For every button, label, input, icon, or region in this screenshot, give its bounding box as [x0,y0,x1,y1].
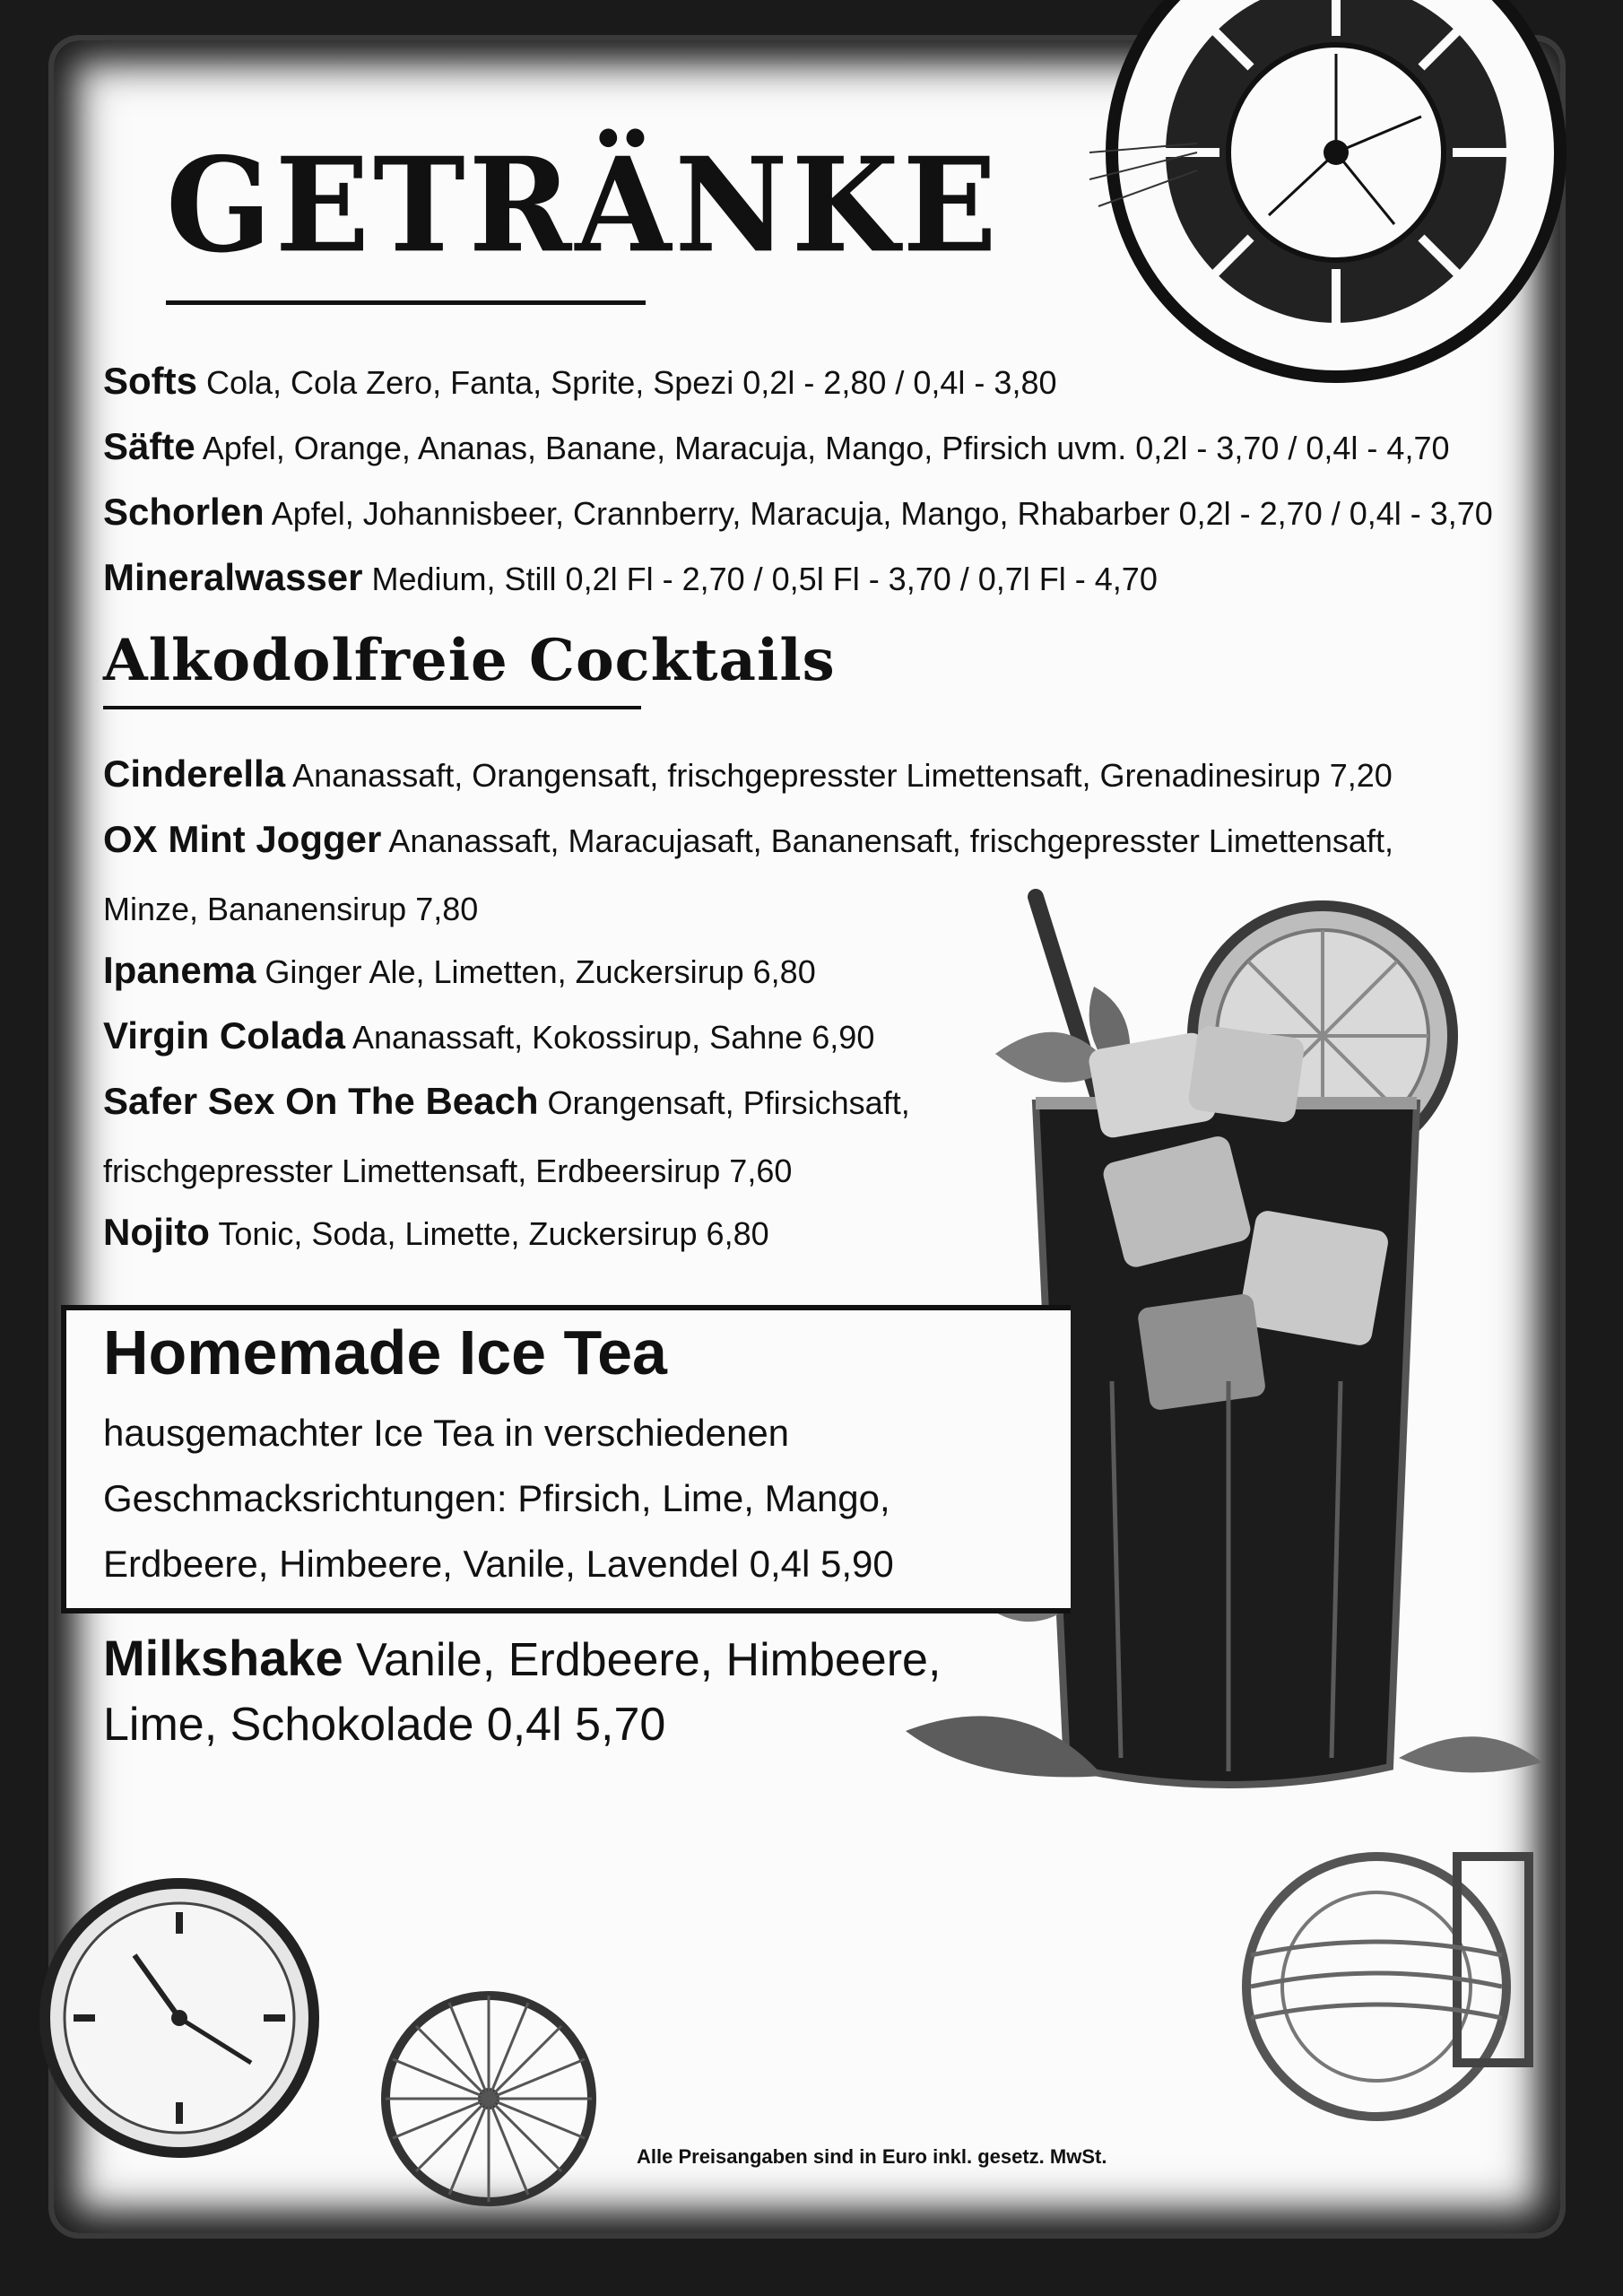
drink-item-schorlen [103,493,1493,531]
cocktail-name: Ipanema [103,949,256,991]
drink-name: Mineralwasser [103,556,363,598]
pocket-watch-illustration [36,1857,341,2179]
cocktail-details: Ananassaft, Kokossirup, Sahne 6,90 [344,1019,875,1056]
cocktail-name: OX Mint Jogger [103,818,382,860]
ice-tea-line: Erdbeere, Himbeere, Vanile, Lavendel 0,4l 5,90 [103,1543,894,1585]
drink-details: Cola, Cola Zero, Fanta, Sprite, Spezi 0,2l - 2,80 / 0,4l - 3,80 [197,364,1057,401]
drink-name: Säfte [103,425,195,467]
milkshake-details: Vanile, Erdbeere, Himbeere, [343,1634,942,1686]
cocktail-details: Ginger Ale, Limetten, Zuckersirup 6,80 [256,953,816,990]
cocktail-details: Ananassaft, Maracujasaft, Bananensaft, frischgepresster Limettensaft, [381,822,1393,859]
drink-item-saefte [103,425,1450,467]
drink-name: Softs [103,360,197,402]
cocktail-item-safer-sex-continued [103,1152,793,1189]
milkshake-item [103,1630,942,1686]
cocktail-name: Safer Sex On The Beach [103,1080,539,1122]
cocktail-item-cinderella [103,752,1393,795]
cocktail-item-nojito [103,1213,769,1251]
cocktail-name: Cinderella [103,752,286,795]
postmark-stamp-illustration [1215,1830,1547,2135]
cocktails-heading-underline [103,706,641,709]
price-disclaimer: Alle Preisangaben sind in Euro inkl. gesetz. MwSt. [637,2145,1107,2168]
title-underline [166,300,646,305]
cocktail-name: Nojito [103,1211,210,1253]
ice-tea-line: hausgemachter Ice Tea in verschiedenen [103,1412,790,1454]
milkshake-name: Milkshake [103,1630,343,1686]
milkshake-item-continued: Lime, Schokolade 0,4l 5,70 [103,1699,666,1751]
drink-name: Schorlen [103,491,265,533]
ice-tea-line: Geschmacksrichtungen: Pfirsich, Lime, Mango, [103,1477,890,1519]
wheel-illustration [359,1964,628,2215]
page-title: GETRÄNKE [166,127,1001,283]
cocktail-item-ox-mint-jogger [103,818,1393,860]
cocktail-details: Orangensaft, Pfirsichsaft, [538,1084,910,1121]
compass-dial-illustration [1089,0,1592,386]
cocktail-name: Virgin Colada [103,1014,345,1057]
ice-tea-title: Homemade Ice Tea [103,1318,667,1387]
cocktail-details: Ananassaft, Orangensaft, frischgepresster Limettensaft, Grenadinesirup 7,20 [285,757,1393,794]
drink-item-softs [103,362,1056,400]
cocktail-details: Minze, Bananensirup 7,80 [103,891,479,927]
cocktail-item-safer-sex-on-the-beach [103,1080,910,1122]
drink-details: Apfel, Orange, Ananas, Banane, Maracuja, Mango, Pfirsich uvm. 0,2l - 3,70 / 0,4l - 4,70 [195,430,1450,466]
cocktails-heading: Alkodolfreie Cocktails [103,627,836,694]
drink-details: Medium, Still 0,2l Fl - 2,70 / 0,5l Fl - 3,70 / 0,7l Fl - 4,70 [362,561,1158,597]
cocktail-details: frischgepresster Limettensaft, Erdbeersirup 7,60 [103,1152,793,1189]
drink-details: Apfel, Johannisbeer, Crannberry, Maracuja, Mango, Rhabarber 0,2l - 2,70 / 0,4l - 3,70 [264,495,1493,532]
cocktail-item-ipanema [103,949,816,991]
cocktail-details: Tonic, Soda, Limette, Zuckersirup 6,80 [209,1215,769,1252]
drink-item-mineralwasser [103,556,1158,598]
cocktail-item-ox-mint-jogger-continued [103,893,478,926]
cocktail-item-virgin-colada [103,1014,875,1057]
